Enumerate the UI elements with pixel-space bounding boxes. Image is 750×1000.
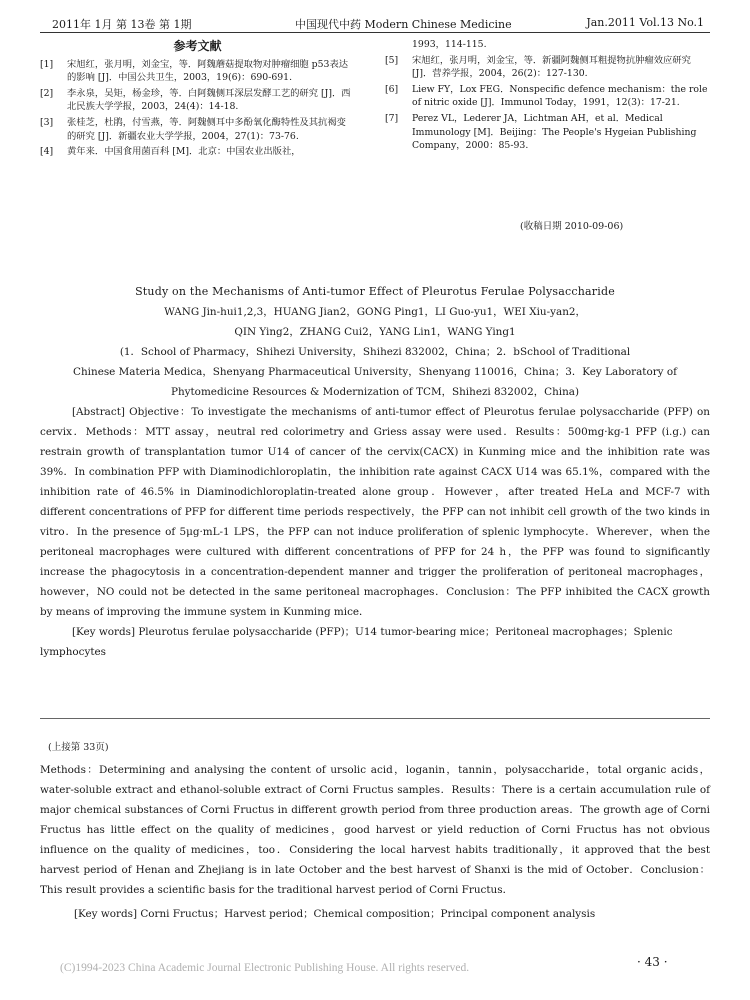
header-issue-info: 2011年 1月 第 13卷 第 1期 <box>52 18 192 31</box>
page-number: · 43 · <box>637 955 668 969</box>
reference-item <box>385 83 710 110</box>
reference-number: [4] <box>40 146 54 158</box>
reference-text: 张桂芝，杜鹃，付雪燕，等．阿魏侧耳中多酚氧化酶特性及其抗褐变的研究 [J]．新疆农业大学学报，2004，27(1)：73-76. <box>67 116 346 142</box>
affiliation-line: Chinese Materia Medica，Shenyang Pharmaceutical University，Shenyang 110016，China；3．Key Laboratory of <box>73 366 677 378</box>
affiliation-line: Phytomedicine Resources & Modernization of TCM，Shihezi 832002，China) <box>170 386 580 398</box>
continuation-section <box>40 738 710 924</box>
reference-item <box>385 112 710 153</box>
references-left-column <box>40 38 355 161</box>
references-heading: 参考文献 <box>173 39 222 53</box>
header-date-volume: Jan.2011 Vol.13 No.1 <box>586 16 704 29</box>
reference-text: 宋旭红，张月明，刘金宝，等．新疆阿魏侧耳粗提物抗肿瘤效应研究 [J]．营养学报，2004，26(2)：127-130. <box>412 54 691 80</box>
copyright-notice: (C)1994-2023 China Academic Journal Electronic Publishing House. All rights reserved. <box>60 962 470 974</box>
abstract-paragraph: [Abstract] Objective：To investigate the mechanisms of anti-tumor effect of Pleurotus ferulae polysaccharide (PFP) on cervix．Methods：MTT assay，neutral red colorimetry and Griess assay were used．Results：500mg·kg-1 PFP (i.g.) can restrain growth of transplantation tumor U14 of cancer of the cervix(CACX) in Kunming mice and the inhibition rate was 39%．In combination PFP with Diaminodichloroplatin，the inhibition rate against CACX U14 was 65.1%，compared with the inhibition rate of 46.5% in Diaminodichloroplatin-treated alone group．However，after treated HeLa and MCF-7 with different concentrations of PFP for different time periods respectively，the PFP can not inhibit cell growth of the two kinds in vitro．In the presence of 5μg·mL-1 LPS，the PFP can not induce proliferation of splenic lymphocyte．Wherever，when the peritoneal macrophages were cultured with different concentrations of PFP for 24 h，the PFP was found to significantly increase the phagocytosis in a concentration-dependent manner and trigger the proliferation of peritoneal macrophages，however，NO could not be detected in the same peritoneal macrophages．Conclusion：The PFP inhibited the CACX growth by means of improving the immune system in Kunming mice． <box>40 406 710 618</box>
reference-text: 黄年来．中国食用菌百科 [M]．北京：中国农业出版社， <box>67 146 301 158</box>
reference-number: [3] <box>40 116 54 128</box>
reference-item <box>385 54 710 81</box>
english-abstract-section <box>40 282 710 662</box>
continuation-methods: Methods：Determining and analysing the content of ursolic acid，loganin，tannin，polysaccharide，total organic acids，water-soluble extract and ethanol-soluble extract of Corni Fructus samples．Results：There is a certain accumulation rule of major chemical substances of Corni Fructus in different growth period from three production areas．The growth age of Corni Fructus has little effect on the quality of medicines，good harvest or yield reduction of Corni Fructus has not obvious influence on the quality of medicines，too．Considering the local harvest habits traditionally，it approved that the best harvest period of Henan and Zhejiang is in late October and the best harvest of Shanxi is the mid of October．Conclusion：This result provides a scientific basis for the traditional harvest period of Corni Fructus． <box>40 764 710 896</box>
section-divider <box>40 718 710 719</box>
continuation-heading: (上接第 33页) <box>48 742 109 753</box>
references-right-column <box>385 38 710 155</box>
reference-item <box>40 145 355 159</box>
running-header <box>40 14 710 33</box>
continuation-keywords: [Key words] Corni Fructus；Harvest period；Chemical composition；Principal component analysis <box>74 908 596 920</box>
reference-text: 宋旭红，张月明，刘金宝，等．阿魏蘑菇提取物对肿瘤细胞 p53表达的影响 [J]．中国公共卫生，2003，19(6)：690-691. <box>67 58 349 84</box>
reference-text: 1993，114-115. <box>412 39 487 50</box>
reference-text: 李永泉，吴矩，杨金珍，等．白阿魏侧耳深层发酵工艺的研究 [J]．西北民族大学学报，2003，24(4)：14-18. <box>67 87 351 113</box>
reference-text: Liew FY，Lox FEG．Nonspecific defence mechanism：the role of nitric oxide [J]．Immunol Today，1991，12(3)：17-21. <box>412 83 708 109</box>
reference-item <box>40 87 355 114</box>
reference-item <box>40 116 355 143</box>
reference-text: Perez VL，Lederer JA，Lichtman AH，et al．Medical Immunology [M]．Beijing：The People's Hygeian Publishing Company，2000：85-93. <box>412 112 697 152</box>
reference-number: [1] <box>40 58 54 70</box>
reference-number: [6] <box>385 83 399 95</box>
header-journal-name: 中国现代中药 Modern Chinese Medicine <box>295 18 512 31</box>
reference-item <box>40 58 355 85</box>
reference-number: [5] <box>385 54 399 66</box>
affiliation-line: (1．School of Pharmacy，Shihezi University，Shihezi 832002，China；2．bSchool of Traditional <box>119 346 631 358</box>
authors-line: WANG Jin-hui1,2,3，HUANG Jian2，GONG Ping1，LI Guo-yu1，WEI Xiu-yan2， <box>164 306 586 318</box>
reference-number: [2] <box>40 87 54 99</box>
reference-number: [7] <box>385 112 399 124</box>
keywords-paragraph: [Key words] Pleurotus ferulae polysaccharide (PFP)；U14 tumor-bearing mice；Peritoneal macrophages；Splenic lymphocytes <box>40 626 673 658</box>
english-title: Study on the Mechanisms of Anti-tumor Effect of Pleurotus Ferulae Polysaccharide <box>135 285 615 298</box>
received-date: (收稿日期 2010-09-06) <box>520 221 624 232</box>
reference-continuation <box>385 38 710 52</box>
authors-line: QIN Ying2，ZHANG Cui2，YANG Lin1，WANG Ying1 <box>234 326 516 338</box>
